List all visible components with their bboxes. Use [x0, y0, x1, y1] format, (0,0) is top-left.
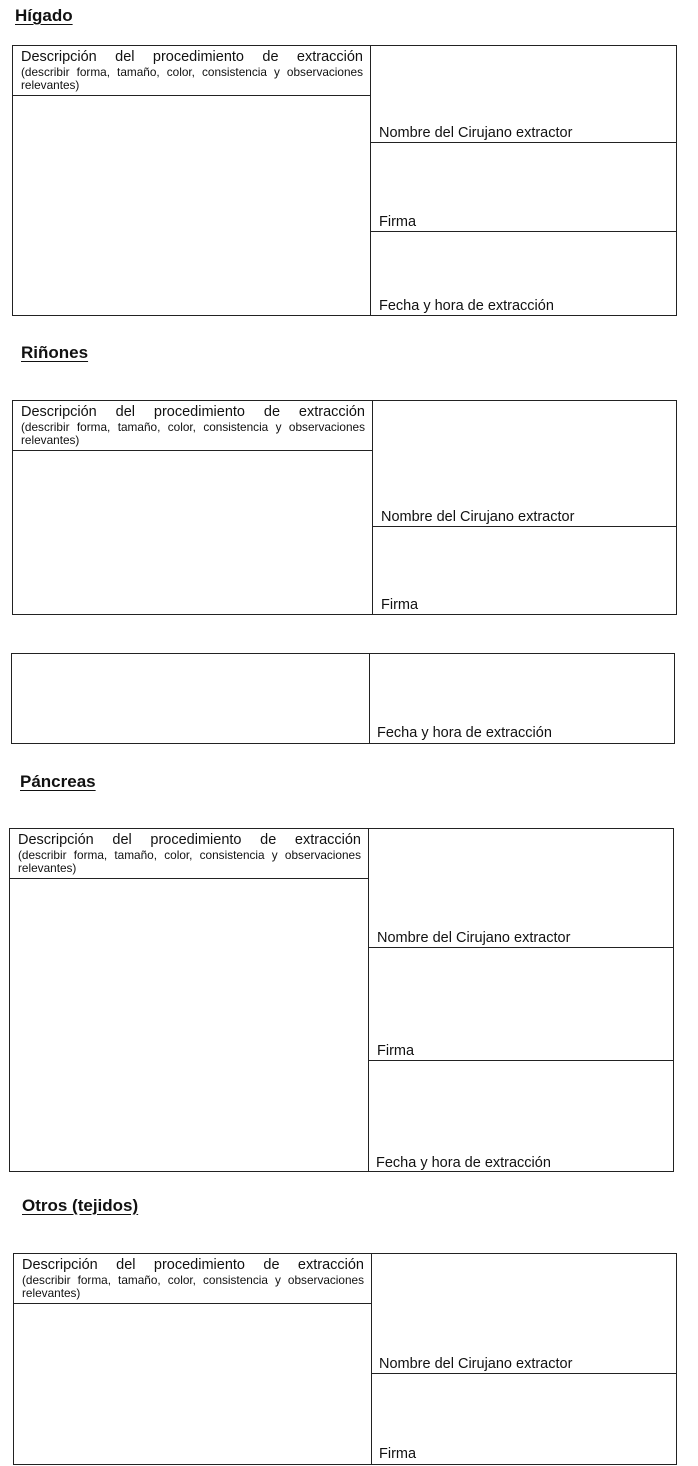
- extraction-datetime-label: Fecha y hora de extracción: [376, 1155, 551, 1171]
- surgeon-name-label: Nombre del Cirujano extractor: [379, 1356, 573, 1372]
- form-box-otros: [13, 1253, 677, 1465]
- section-heading-otros: Otros (tejidos): [22, 1196, 139, 1215]
- description-header: [13, 46, 370, 96]
- extraction-datetime-label: Fecha y hora de extracción: [377, 725, 552, 741]
- section-heading-higado: Hígado: [15, 6, 73, 25]
- section-heading-pancreas: Páncreas: [20, 772, 96, 791]
- form-box-rinones-datetime: [11, 653, 675, 744]
- description-title: Descripción del procedimiento de extracción: [22, 1257, 364, 1273]
- description-subtitle: (describir forma, tamaño, color, consistencia y observaciones relevantes): [21, 420, 365, 447]
- description-subtitle: (describir forma, tamaño, color, consistencia y observaciones relevantes): [22, 1273, 364, 1300]
- description-subtitle: (describir forma, tamaño, color, consistencia y observaciones relevantes): [21, 65, 363, 92]
- section-heading-rinones: Riñones: [21, 343, 89, 362]
- surgeon-name-label: Nombre del Cirujano extractor: [377, 930, 571, 946]
- description-title: Descripción del procedimiento de extracción: [21, 49, 363, 65]
- signature-label: Firma: [381, 597, 419, 613]
- surgeon-name-label: Nombre del Cirujano extractor: [379, 125, 573, 141]
- description-header: [10, 829, 368, 879]
- form-box-pancreas: [9, 828, 674, 1172]
- form-box-higado: [12, 45, 677, 316]
- description-title: Descripción del procedimiento de extracción: [18, 832, 361, 848]
- extraction-datetime-label: Fecha y hora de extracción: [379, 298, 554, 314]
- description-header: [13, 401, 372, 451]
- signature-label: Firma: [377, 1043, 415, 1059]
- signature-label: Firma: [379, 214, 417, 230]
- signature-label: Firma: [379, 1446, 417, 1462]
- description-title: Descripción del procedimiento de extracción: [21, 404, 365, 420]
- description-header: [14, 1254, 371, 1304]
- description-subtitle: (describir forma, tamaño, color, consistencia y observaciones relevantes): [18, 848, 361, 875]
- surgeon-name-label: Nombre del Cirujano extractor: [381, 509, 575, 525]
- form-box-rinones: [12, 400, 677, 615]
